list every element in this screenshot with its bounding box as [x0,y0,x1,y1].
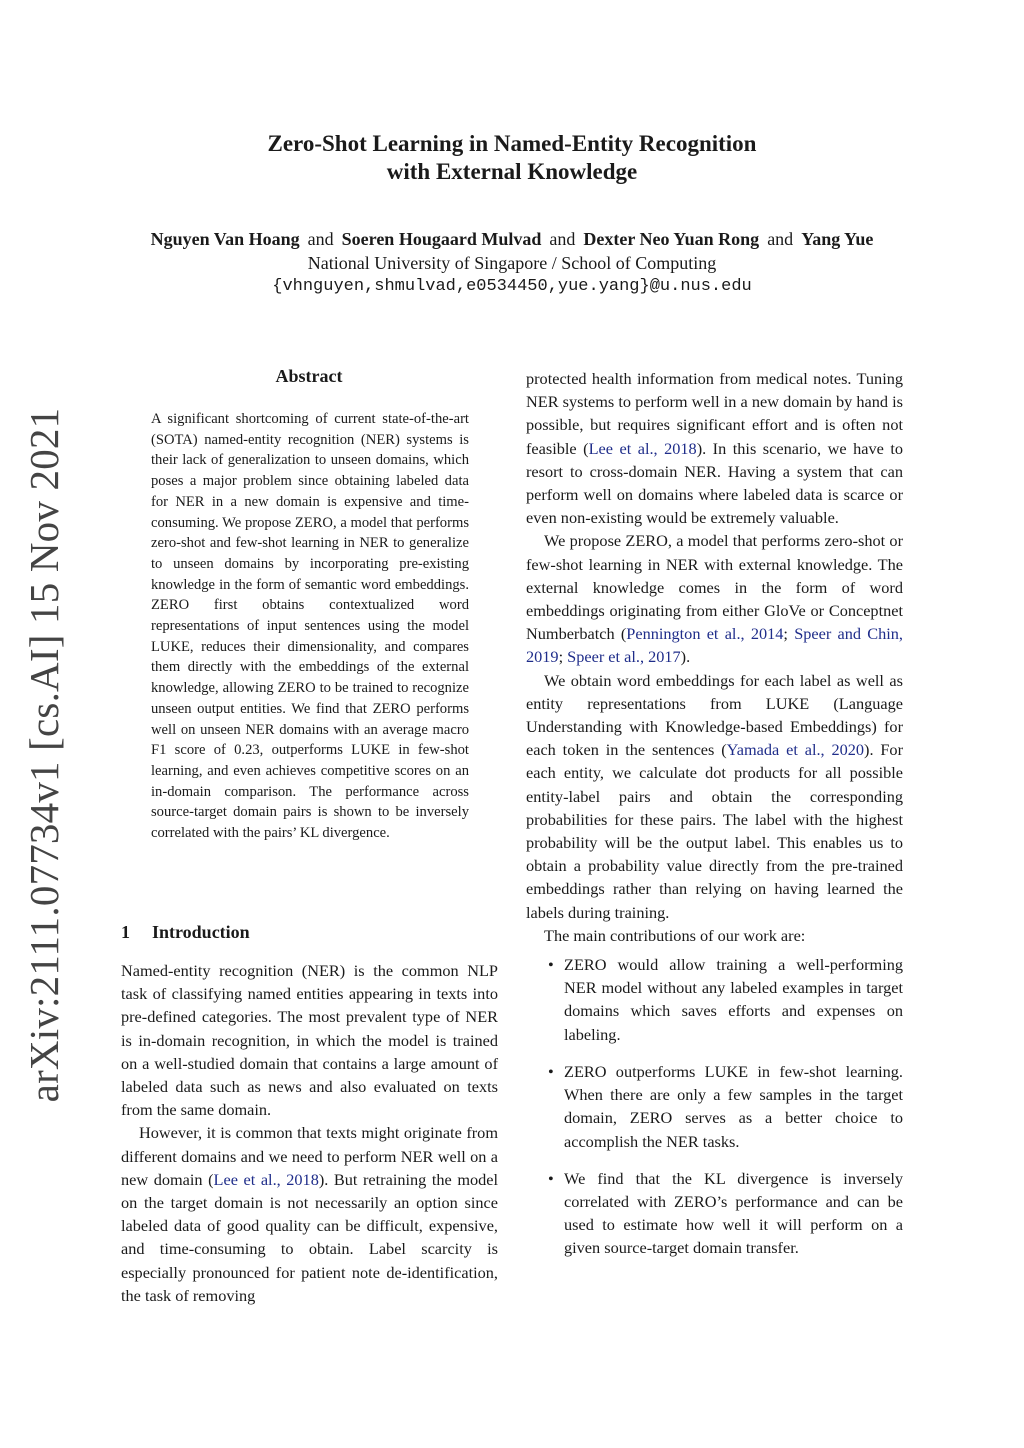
section-title: Introduction [152,922,250,942]
text-span: ). But retraining the model on the target domain is not necessarily an option since labeled data of good quality can be difficult, expensive, and time-consuming to obtain. Label scarcity is especially pronounced for patient note de-identification, the task of removing [121,1169,499,1305]
citation-link[interactable]: Lee et al., 2018 [588,438,697,458]
text-span: We propose ZERO, a model that performs zero-shot or few-shot learning in NER with external knowledge. The external knowledge comes in the form of word embeddings originating from either GloVe or Conceptnet Numberbatch ( [526,531,903,644]
paragraph [121,1121,498,1307]
list-item [526,1060,903,1153]
citation-link[interactable]: Yamada et al., 2020 [726,740,865,760]
section-heading [121,922,499,943]
author-list [0,227,1024,251]
text-span: ). [680,647,691,667]
list-item [526,1167,903,1260]
section-number: 1 [121,922,130,942]
paragraph: Named-entity recognition (NER) is the common NLP task of classifying named entities appearing in texts into pre-defined categories. The most prevalent type of NER is in-domain recognition, in which the model is trained on a well-studied domain that contains a large amount of labeled data such as news and also evaluated on texts from the same domain. [121,961,498,1120]
bullet-icon: • [548,1061,554,1081]
author-separator: and [307,229,334,249]
author-emails: {vhnguyen,shmulvad,e0534450,yue.yang}@u.nus.edu [272,277,752,296]
abstract-text: A significant shortcoming of current state-of-the-art (SOTA) named-entity recognition (NER) systems is their lack of generalization to unseen domains, which poses a major problem since obtaining labeled data for NER in a new domain is expensive and time-consuming. We propose ZERO, a model that performs zero-shot and few-shot learning in NER to generalize to unseen domains by incorporating pre-existing knowledge in the form of semantic word embeddings. ZERO first obtains contextualized word representations of input sentences using the model LUKE, reduces their dimensionality, and compares them directly with the embeddings of the external knowledge, allowing ZERO to be trained to recognize unseen output entities. We find that ZERO performs well on unseen NER domains with an average macro F1 score of 0.23, outperforms LUKE in few-shot learning, and even achieves competitive scores on an in-domain comparison. The performance across source-target domain pairs is shown to be inversely correlated with the pairs’ KL divergence. [151,411,469,842]
left-column-body [121,959,498,1307]
bullet-icon: • [548,955,554,975]
paragraph: The main contributions of our work are: [544,925,806,945]
title-line-2: with External Knowledge [386,159,638,184]
list-item-text: ZERO outperforms LUKE in few-shot learning. When there are only a few samples in the target domain, ZERO serves as a better choice to accomplish the NER tasks. [564,1061,903,1151]
paper-title [0,130,1024,186]
abstract-heading: Abstract [275,366,343,386]
text-span: ; [558,647,568,667]
text-span: protected health information from medical notes. Tuning NER systems to perform well in a new domain by hand is possible, but requires significant effort and is often not feasible ( [526,369,903,458]
title-line-1: Zero-Shot Learning in Named-Entity Recognition [267,131,757,156]
citation-link[interactable]: Speer et al., 2017 [567,647,681,667]
author-name: Soeren Hougaard Mulvad [341,229,542,249]
citation-link[interactable]: Pennington et al., 2014 [626,624,784,644]
list-item-text: ZERO would allow training a well-performing NER model without any labeled examples in target domains which saves efforts and expenses on labeling. [564,955,903,1044]
affiliation: National University of Singapore / School of Computing [307,253,717,273]
author-name: Dexter Neo Yuan Rong [583,229,760,249]
arxiv-sidebar [14,407,74,1103]
text-span: ; [783,624,795,644]
text-span: However, it is common that texts might originate from different domains and we need to perform NER well on a new domain ( [121,1123,498,1189]
paragraph [526,367,903,529]
list-item [526,953,903,1046]
author-separator: and [767,229,794,249]
paragraph [526,529,903,668]
arxiv-identifier[interactable]: arXiv:2111.07734v1 [cs.AI] 15 Nov 2021 [21,407,67,1103]
right-column-body [526,367,903,1274]
paragraph [526,669,903,924]
text-span: ). For each entity, we calculate dot products for all possible entity-label pairs and obtain the corresponding probabilities for these pairs. The label with the highest probability will be the output label. This enables us to obtain a probability value directly from the pre-trained embeddings rather than relying on having learned the labels during training. [526,740,903,922]
text-span: ). In this scenario, we have to resort to cross-domain NER. Having a system that can perform well on domains where labeled data is scarce or even non-existing would be extremely valuable. [526,438,903,528]
author-name: Nguyen Van Hoang [150,229,300,249]
citation-link[interactable]: Lee et al., 2018 [213,1169,319,1189]
citation-link[interactable]: Speer and Chin, 2019 [526,624,903,667]
text-span: We obtain word embeddings for each label as well as entity representations from LUKE (Language Understanding with Knowledge-based Embeddings) for each token in the sentences ( [526,670,903,760]
list-item-text: We find that the KL divergence is inversely correlated with ZERO’s performance and can be used to estimate how well it will perform on a given source-target domain transfer. [564,1168,903,1258]
author-separator: and [549,229,576,249]
bullet-icon: • [548,1168,554,1188]
author-name: Yang Yue [801,229,874,249]
contributions-list [526,953,903,1259]
